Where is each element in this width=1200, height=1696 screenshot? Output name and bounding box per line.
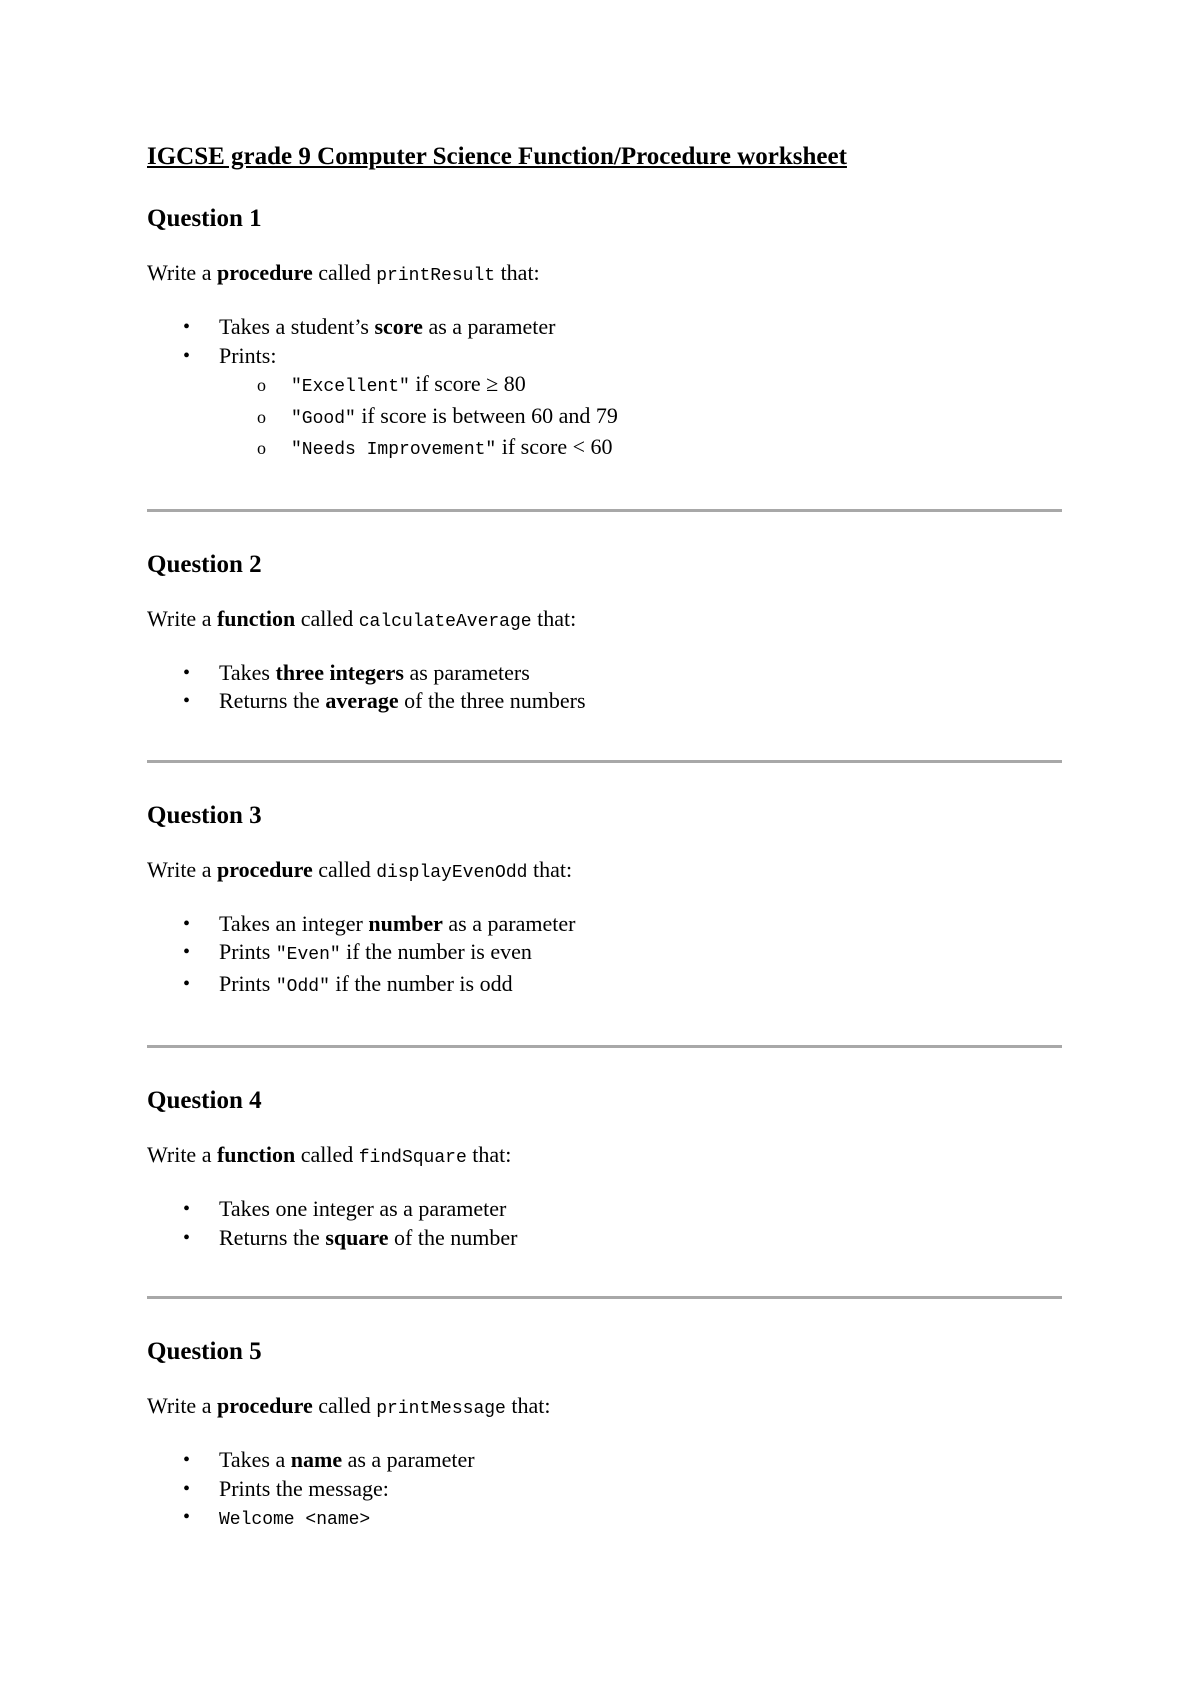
item-bold: three integers — [275, 659, 404, 685]
question-heading: Question 3 — [147, 801, 262, 829]
item-code: Welcome <name> — [219, 1510, 371, 1530]
item-text: Returns the — [219, 1224, 326, 1250]
item-text: Prints — [219, 970, 276, 996]
list-item — [147, 1195, 1062, 1224]
requirement-list — [147, 313, 1062, 465]
sub-list-item — [147, 402, 1062, 434]
sub-list-item — [147, 433, 1062, 465]
list-item — [147, 1446, 1062, 1475]
requirement-list — [147, 1446, 1062, 1535]
item-text: as a parameter — [422, 314, 556, 339]
question-intro — [147, 1140, 1062, 1173]
intro-text: that: — [531, 605, 577, 631]
item-bold: average — [325, 688, 399, 713]
intro-kind: procedure — [216, 260, 313, 285]
sub-list-item — [147, 370, 1062, 402]
sub-list — [147, 370, 1062, 465]
intro-kind: procedure — [216, 1393, 313, 1418]
item-text: Returns the — [219, 688, 326, 713]
intro-text: called — [295, 605, 359, 631]
item-text: Takes — [219, 659, 276, 685]
item-text: if the number is odd — [329, 970, 513, 996]
subroutine-name: findSquare — [358, 1148, 467, 1168]
intro-text: that: — [495, 260, 540, 285]
question-4 — [147, 1084, 1062, 1252]
item-bold: score — [374, 314, 423, 339]
item-text: Prints: — [219, 342, 277, 368]
list-item — [147, 687, 1062, 716]
requirement-list — [147, 659, 1062, 716]
item-bold: name — [290, 1447, 343, 1472]
intro-text: that: — [505, 1393, 551, 1418]
question-intro — [147, 855, 1062, 888]
list-item — [147, 1475, 1062, 1504]
intro-text: Write a — [147, 605, 217, 631]
intro-text: that: — [466, 1142, 512, 1167]
list-item — [147, 938, 1062, 970]
item-code: "Good" — [291, 408, 356, 429]
item-text: if score is between 60 and 79 — [355, 402, 618, 428]
question-heading: Question 4 — [147, 1087, 262, 1114]
item-text: if score < 60 — [496, 434, 613, 459]
requirement-list — [147, 1195, 1062, 1252]
item-bold: square — [325, 1224, 389, 1250]
intro-kind: procedure — [216, 856, 313, 882]
subroutine-name: calculateAverage — [358, 611, 532, 632]
item-text: as a parameter — [442, 910, 576, 936]
item-text: as parameters — [404, 659, 530, 685]
intro-text: Write a — [147, 260, 217, 285]
item-text: of the number — [388, 1224, 518, 1250]
item-code: "Excellent" — [291, 377, 410, 397]
intro-text: Write a — [147, 1142, 217, 1167]
item-text: Takes a — [219, 1447, 291, 1472]
intro-kind: function — [216, 605, 296, 631]
question-intro — [147, 258, 1062, 291]
item-code: "Needs Improvement" — [291, 440, 497, 460]
question-intro — [147, 1391, 1062, 1424]
question-heading: Question 1 — [147, 205, 262, 232]
item-text: Prints — [219, 939, 276, 964]
item-text: Takes one integer as a parameter — [219, 1196, 507, 1221]
intro-text: called — [312, 856, 377, 882]
subroutine-name: printResult — [376, 266, 496, 286]
item-bold: number — [368, 910, 443, 936]
question-1 — [147, 202, 1062, 465]
item-text: as a parameter — [342, 1447, 475, 1472]
item-text: of the three numbers — [398, 688, 586, 713]
item-text: if score ≥ 80 — [409, 371, 526, 396]
intro-text: called — [312, 260, 377, 285]
intro-text: that: — [527, 856, 573, 882]
item-code: "Even" — [275, 945, 341, 965]
question-intro — [147, 604, 1062, 637]
list-item — [147, 970, 1062, 1002]
worksheet-content — [147, 140, 1062, 1535]
question-heading: Question 5 — [147, 1338, 262, 1365]
list-item — [147, 313, 1062, 342]
subroutine-name: displayEvenOdd — [376, 862, 528, 883]
item-text: Prints the message: — [219, 1475, 389, 1501]
intro-text: called — [312, 1393, 377, 1418]
item-text: Takes a student’s — [219, 314, 375, 339]
intro-text: Write a — [147, 856, 217, 882]
list-item — [147, 342, 1062, 465]
requirement-list — [147, 910, 1062, 1002]
worksheet-title: IGCSE grade 9 Computer Science Function/Procedure worksheet — [147, 143, 847, 170]
question-2 — [147, 548, 1062, 716]
list-item — [147, 1503, 1062, 1535]
intro-kind: function — [216, 1142, 296, 1167]
question-5 — [147, 1335, 1062, 1535]
list-item — [147, 910, 1062, 939]
intro-text: Write a — [147, 1393, 217, 1418]
subroutine-name: printMessage — [376, 1399, 506, 1419]
item-text: Takes an integer — [219, 910, 369, 936]
item-code: "Odd" — [275, 976, 330, 997]
list-item — [147, 659, 1062, 688]
question-heading: Question 2 — [147, 550, 262, 578]
item-text: if the number is even — [340, 939, 532, 964]
intro-text: called — [295, 1142, 359, 1167]
list-item — [147, 1224, 1062, 1253]
question-3 — [147, 799, 1062, 1002]
